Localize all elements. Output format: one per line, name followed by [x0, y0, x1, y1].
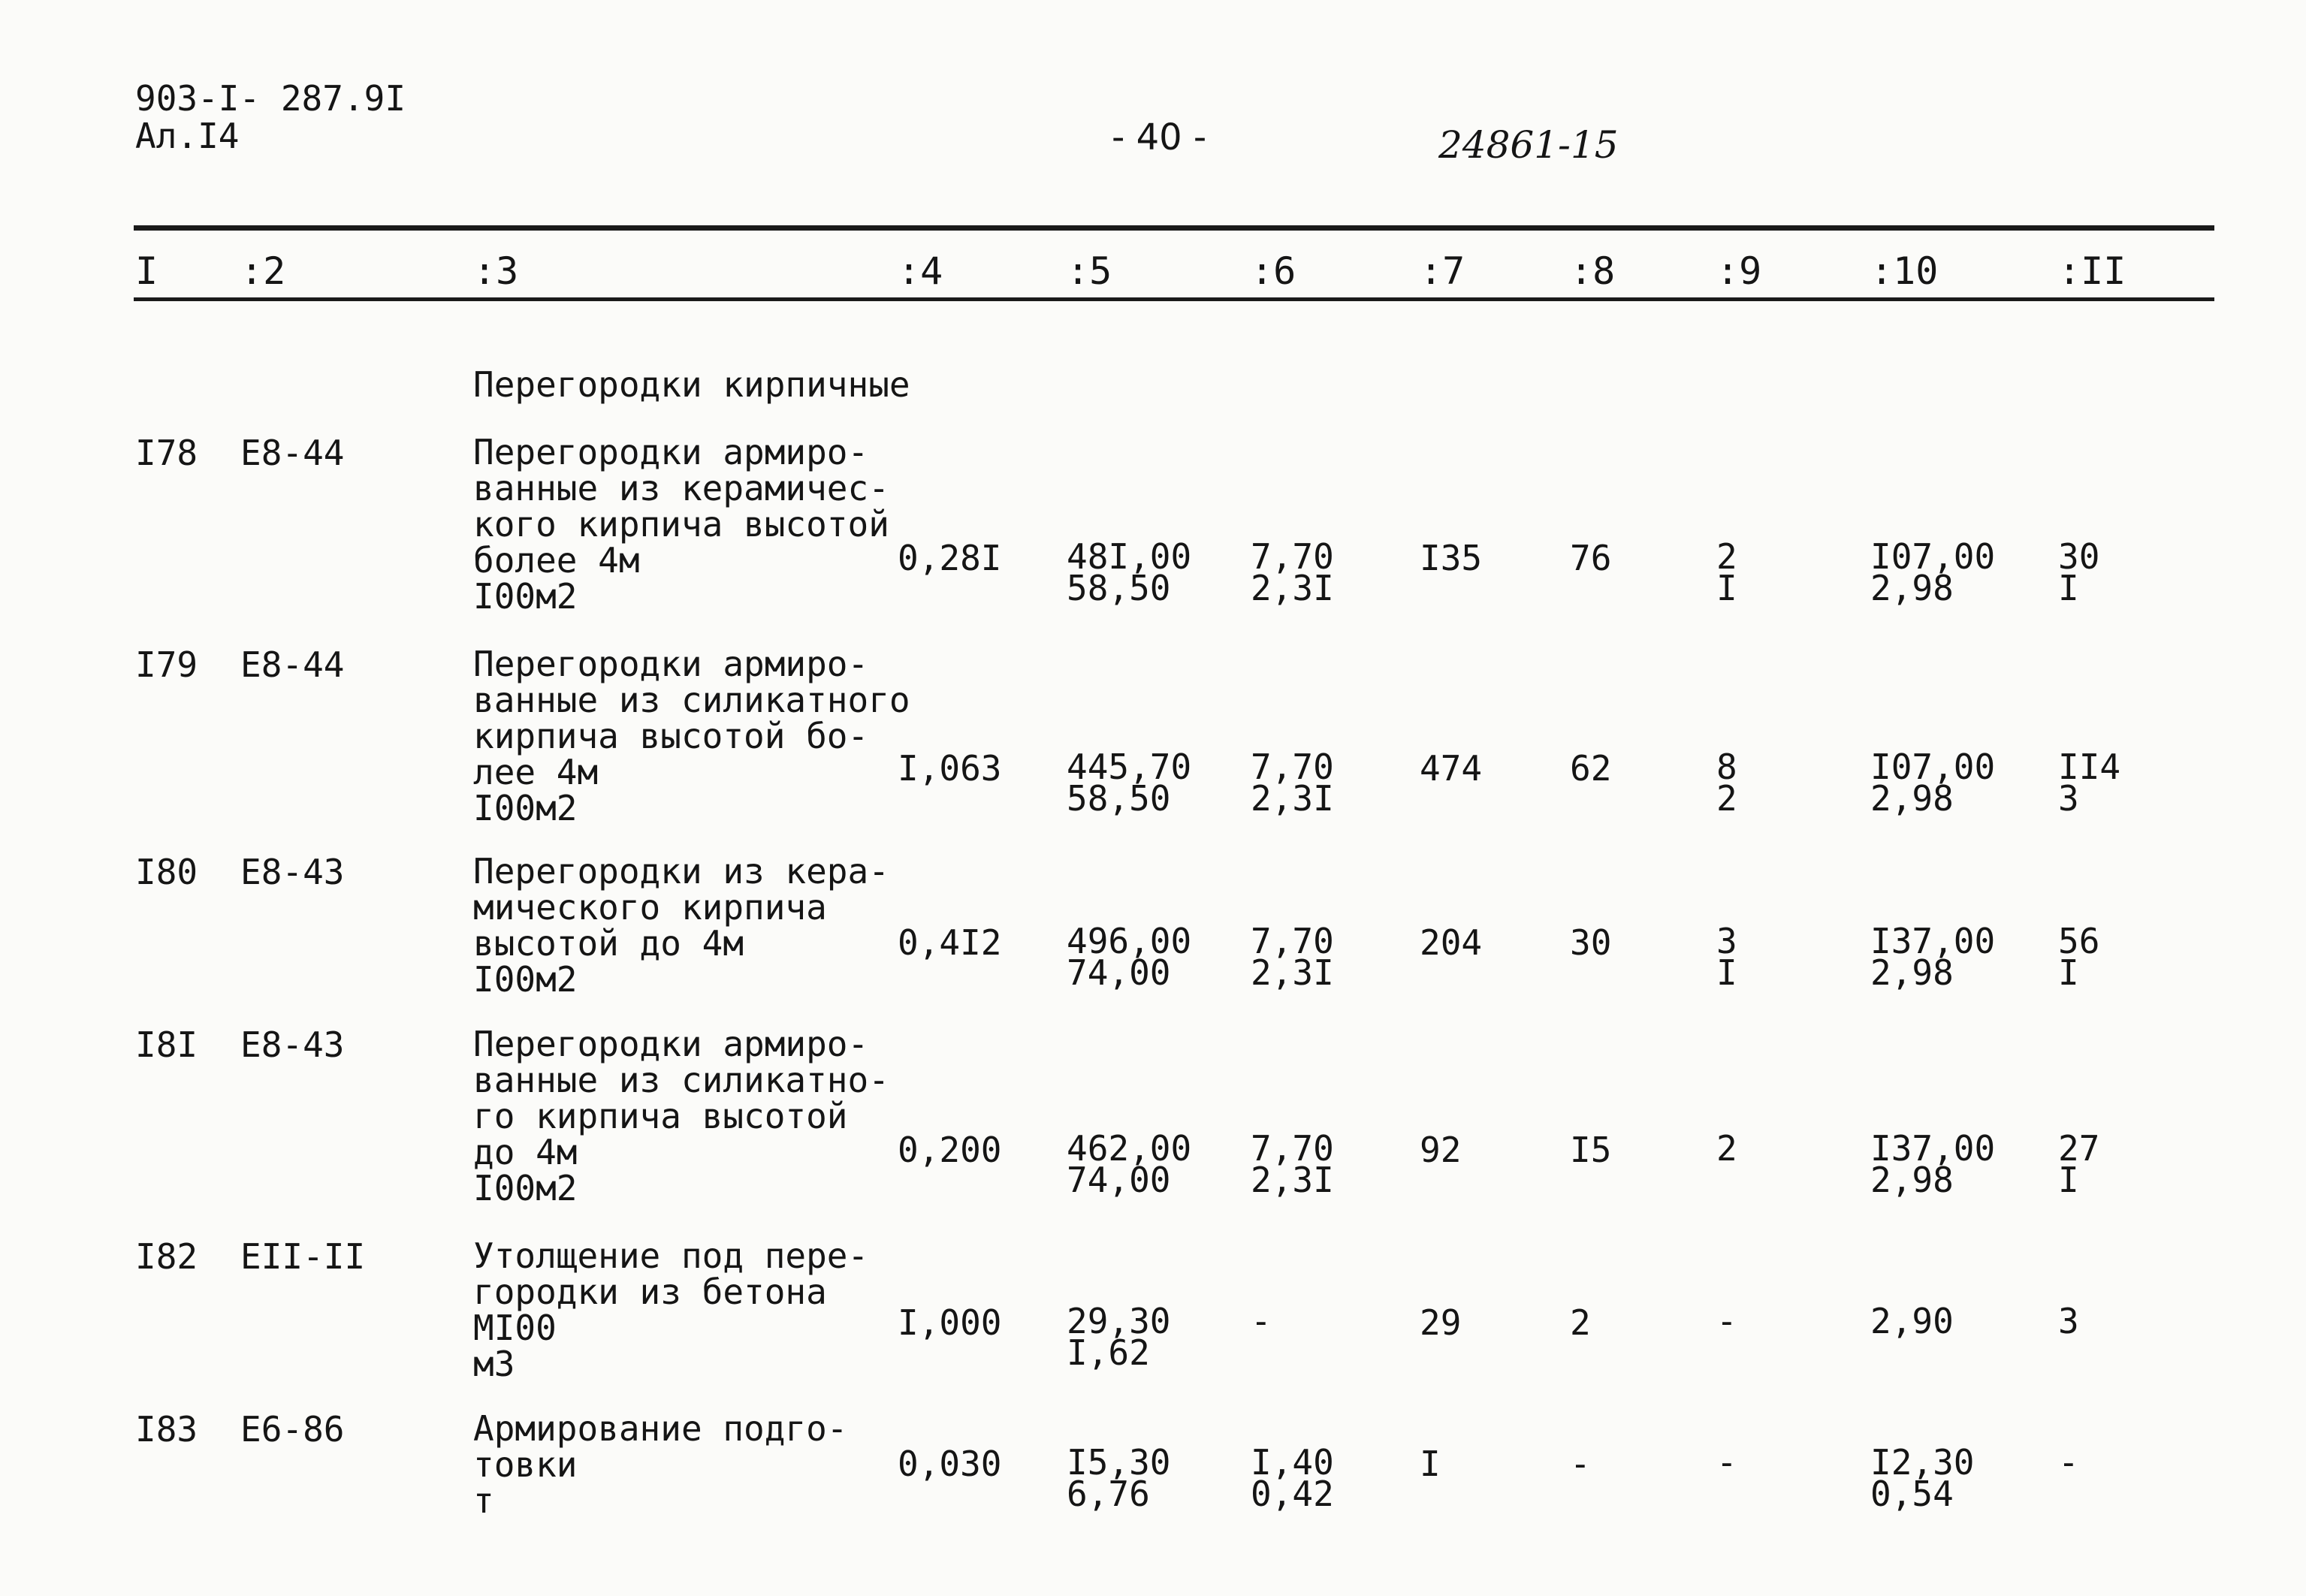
work-description: Перегородки армиро- ванные из силикатно- го кирпича высотой до 4м I00м2	[473, 1024, 889, 1208]
machine-total	[1716, 1301, 1737, 1341]
col-header-1: I	[135, 249, 158, 293]
machine-cost-total: 7,70	[1251, 536, 1334, 577]
row-number: I79	[135, 644, 198, 685]
total-cost: 204	[1420, 922, 1483, 963]
labor-total-lower: I	[2058, 952, 2079, 993]
labor-unit	[1870, 1301, 1954, 1341]
quantity: 0,200	[898, 1130, 1002, 1170]
unit-cost-total: 445,70	[1067, 747, 1192, 787]
col-header-6: :6	[1251, 249, 1296, 293]
col-header-9: :9	[1716, 249, 1762, 293]
machine-total-lower: I	[1716, 568, 1737, 608]
work-description: Утолщение под пере- городки из бетона MI00 м3	[473, 1235, 869, 1384]
unit-cost-wages: 58,50	[1067, 778, 1171, 819]
machine-total	[1716, 1128, 1737, 1169]
col-header-2: :2	[240, 249, 286, 293]
col-header-7: :7	[1420, 249, 1465, 293]
quantity: I,000	[898, 1302, 1002, 1343]
machine-total	[1716, 1442, 1737, 1483]
machine-total	[1716, 747, 1737, 819]
wages-total: 2	[1570, 1302, 1591, 1343]
labor-unit-lower: 2,98	[1870, 1160, 1954, 1200]
labor-unit-lower: 0,54	[1870, 1474, 1954, 1514]
machine-cost-wages: 2,3I	[1251, 1160, 1334, 1200]
machine-cost	[1251, 536, 1334, 608]
registration-number: 24861-15	[1438, 123, 1619, 167]
unit-cost	[1067, 747, 1192, 819]
total-cost: I	[1420, 1444, 1441, 1484]
unit-cost	[1067, 1128, 1192, 1200]
wages-total: 62	[1570, 748, 1612, 789]
sheet-number: Ал.I4	[135, 116, 240, 156]
labor-unit-upper: 2,90	[1870, 1301, 1954, 1341]
labor-total	[2058, 1301, 2079, 1341]
labor-total-lower: I	[2058, 568, 2079, 608]
machine-cost-total: 7,70	[1251, 921, 1334, 961]
labor-unit-lower: 2,98	[1870, 568, 1954, 608]
machine-total-upper: -	[1716, 1301, 1737, 1341]
labor-total-upper: 27	[2058, 1128, 2100, 1169]
unit-cost-total: I5,30	[1067, 1442, 1171, 1483]
machine-cost	[1251, 1442, 1334, 1514]
machine-cost	[1251, 747, 1334, 819]
row-number: I8I	[135, 1024, 198, 1065]
machine-total	[1716, 536, 1737, 608]
unit-cost-total: 496,00	[1067, 921, 1192, 961]
page-number: - 40 -	[1112, 116, 1207, 158]
labor-total	[2058, 1128, 2100, 1200]
row-number: I78	[135, 433, 198, 473]
total-cost: I35	[1420, 538, 1483, 578]
labor-total	[2058, 536, 2100, 608]
wages-total: 30	[1570, 922, 1612, 963]
quantity: I,063	[898, 748, 1002, 789]
col-header-11: :II	[2058, 249, 2126, 293]
machine-cost-wages: 2,3I	[1251, 778, 1334, 819]
labor-unit-lower: 2,98	[1870, 952, 1954, 993]
labor-unit-upper: I07,00	[1870, 747, 1996, 787]
labor-total-upper: 56	[2058, 921, 2100, 961]
unit-cost-wages: 74,00	[1067, 952, 1171, 993]
unit-cost	[1067, 921, 1192, 993]
labor-unit-upper: I37,00	[1870, 1128, 1996, 1169]
work-description: Перегородки армиро- ванные из силикатного кирпича высотой бо- лее 4м I00м2	[473, 644, 910, 828]
machine-cost-total: I,40	[1251, 1442, 1334, 1483]
machine-cost-wages: 0,42	[1251, 1474, 1334, 1514]
unit-cost-total: 462,00	[1067, 1128, 1192, 1169]
unit-cost	[1067, 1442, 1171, 1514]
labor-unit-upper: I07,00	[1870, 536, 1996, 577]
machine-cost-total: 7,70	[1251, 747, 1334, 787]
machine-total-upper: 8	[1716, 747, 1737, 787]
col-header-3: :3	[473, 249, 519, 293]
row-number: I80	[135, 852, 198, 892]
wages-total: 76	[1570, 538, 1612, 578]
rate-code: E8-44	[240, 644, 345, 685]
wages-total: -	[1570, 1444, 1591, 1484]
labor-total-lower: I	[2058, 1160, 2079, 1200]
unit-cost-wages: 58,50	[1067, 568, 1171, 608]
machine-total-upper: 2	[1716, 1128, 1737, 1169]
quantity: 0,4I2	[898, 922, 1002, 963]
col-header-8: :8	[1570, 249, 1616, 293]
labor-unit	[1870, 1442, 1975, 1514]
total-cost: 474	[1420, 748, 1483, 789]
rate-code: E8-43	[240, 852, 345, 892]
labor-total-upper: II4	[2058, 747, 2121, 787]
total-cost: 92	[1420, 1130, 1462, 1170]
unit-cost	[1067, 1301, 1171, 1373]
labor-unit	[1870, 1128, 1996, 1200]
rate-code: E6-86	[240, 1409, 345, 1450]
labor-total	[2058, 1442, 2079, 1483]
labor-unit-lower: 2,98	[1870, 778, 1954, 819]
labor-unit-upper: I37,00	[1870, 921, 1996, 961]
table-header-bottom-rule	[134, 297, 2214, 301]
machine-total-upper: 3	[1716, 921, 1737, 961]
labor-total	[2058, 921, 2100, 993]
row-number: I82	[135, 1236, 198, 1277]
labor-total	[2058, 747, 2121, 819]
work-description: Перегородки армиро- ванные из керамичес- кого кирпича высотой более 4м I00м2	[473, 432, 889, 617]
unit-cost-total: 29,30	[1067, 1301, 1171, 1341]
machine-cost	[1251, 921, 1334, 993]
labor-unit-upper: I2,30	[1870, 1442, 1975, 1483]
section-title: Перегородки кирпичные	[473, 364, 910, 405]
machine-total	[1716, 921, 1737, 993]
unit-cost-wages: I,62	[1067, 1332, 1150, 1373]
work-description: Перегородки из кера- мического кирпича высотой до 4м I00м2	[473, 851, 889, 1000]
rate-code: E8-44	[240, 433, 345, 473]
machine-total-lower: 2	[1716, 778, 1737, 819]
rate-code: EII-II	[240, 1236, 366, 1277]
machine-cost	[1251, 1128, 1334, 1200]
wages-total: I5	[1570, 1130, 1612, 1170]
unit-cost-total: 48I,00	[1067, 536, 1192, 577]
col-header-10: :10	[1870, 249, 1939, 293]
row-number: I83	[135, 1409, 198, 1450]
table-top-rule	[134, 225, 2214, 231]
work-description: Армирование подго- товки т	[473, 1408, 848, 1521]
machine-total-upper: 2	[1716, 536, 1737, 577]
machine-cost-total: -	[1251, 1301, 1272, 1341]
machine-total-upper: -	[1716, 1442, 1737, 1483]
machine-total-lower: I	[1716, 952, 1737, 993]
col-header-5: :5	[1067, 249, 1112, 293]
machine-cost-wages: 2,3I	[1251, 952, 1334, 993]
labor-total-lower: 3	[2058, 778, 2079, 819]
machine-cost	[1251, 1301, 1272, 1341]
labor-unit	[1870, 747, 1996, 819]
unit-cost-wages: 74,00	[1067, 1160, 1171, 1200]
labor-unit	[1870, 536, 1996, 608]
col-header-4: :4	[898, 249, 943, 293]
labor-total-upper: 3	[2058, 1301, 2079, 1341]
quantity: 0,030	[898, 1444, 1002, 1484]
unit-cost-wages: 6,76	[1067, 1474, 1150, 1514]
labor-total-upper: 30	[2058, 536, 2100, 577]
document-code: 903-I- 287.9I	[135, 78, 406, 119]
unit-cost	[1067, 536, 1192, 608]
labor-total-upper: -	[2058, 1442, 2079, 1483]
machine-cost-total: 7,70	[1251, 1128, 1334, 1169]
rate-code: E8-43	[240, 1024, 345, 1065]
machine-cost-wages: 2,3I	[1251, 568, 1334, 608]
total-cost: 29	[1420, 1302, 1462, 1343]
labor-unit	[1870, 921, 1996, 993]
quantity: 0,28I	[898, 538, 1002, 578]
